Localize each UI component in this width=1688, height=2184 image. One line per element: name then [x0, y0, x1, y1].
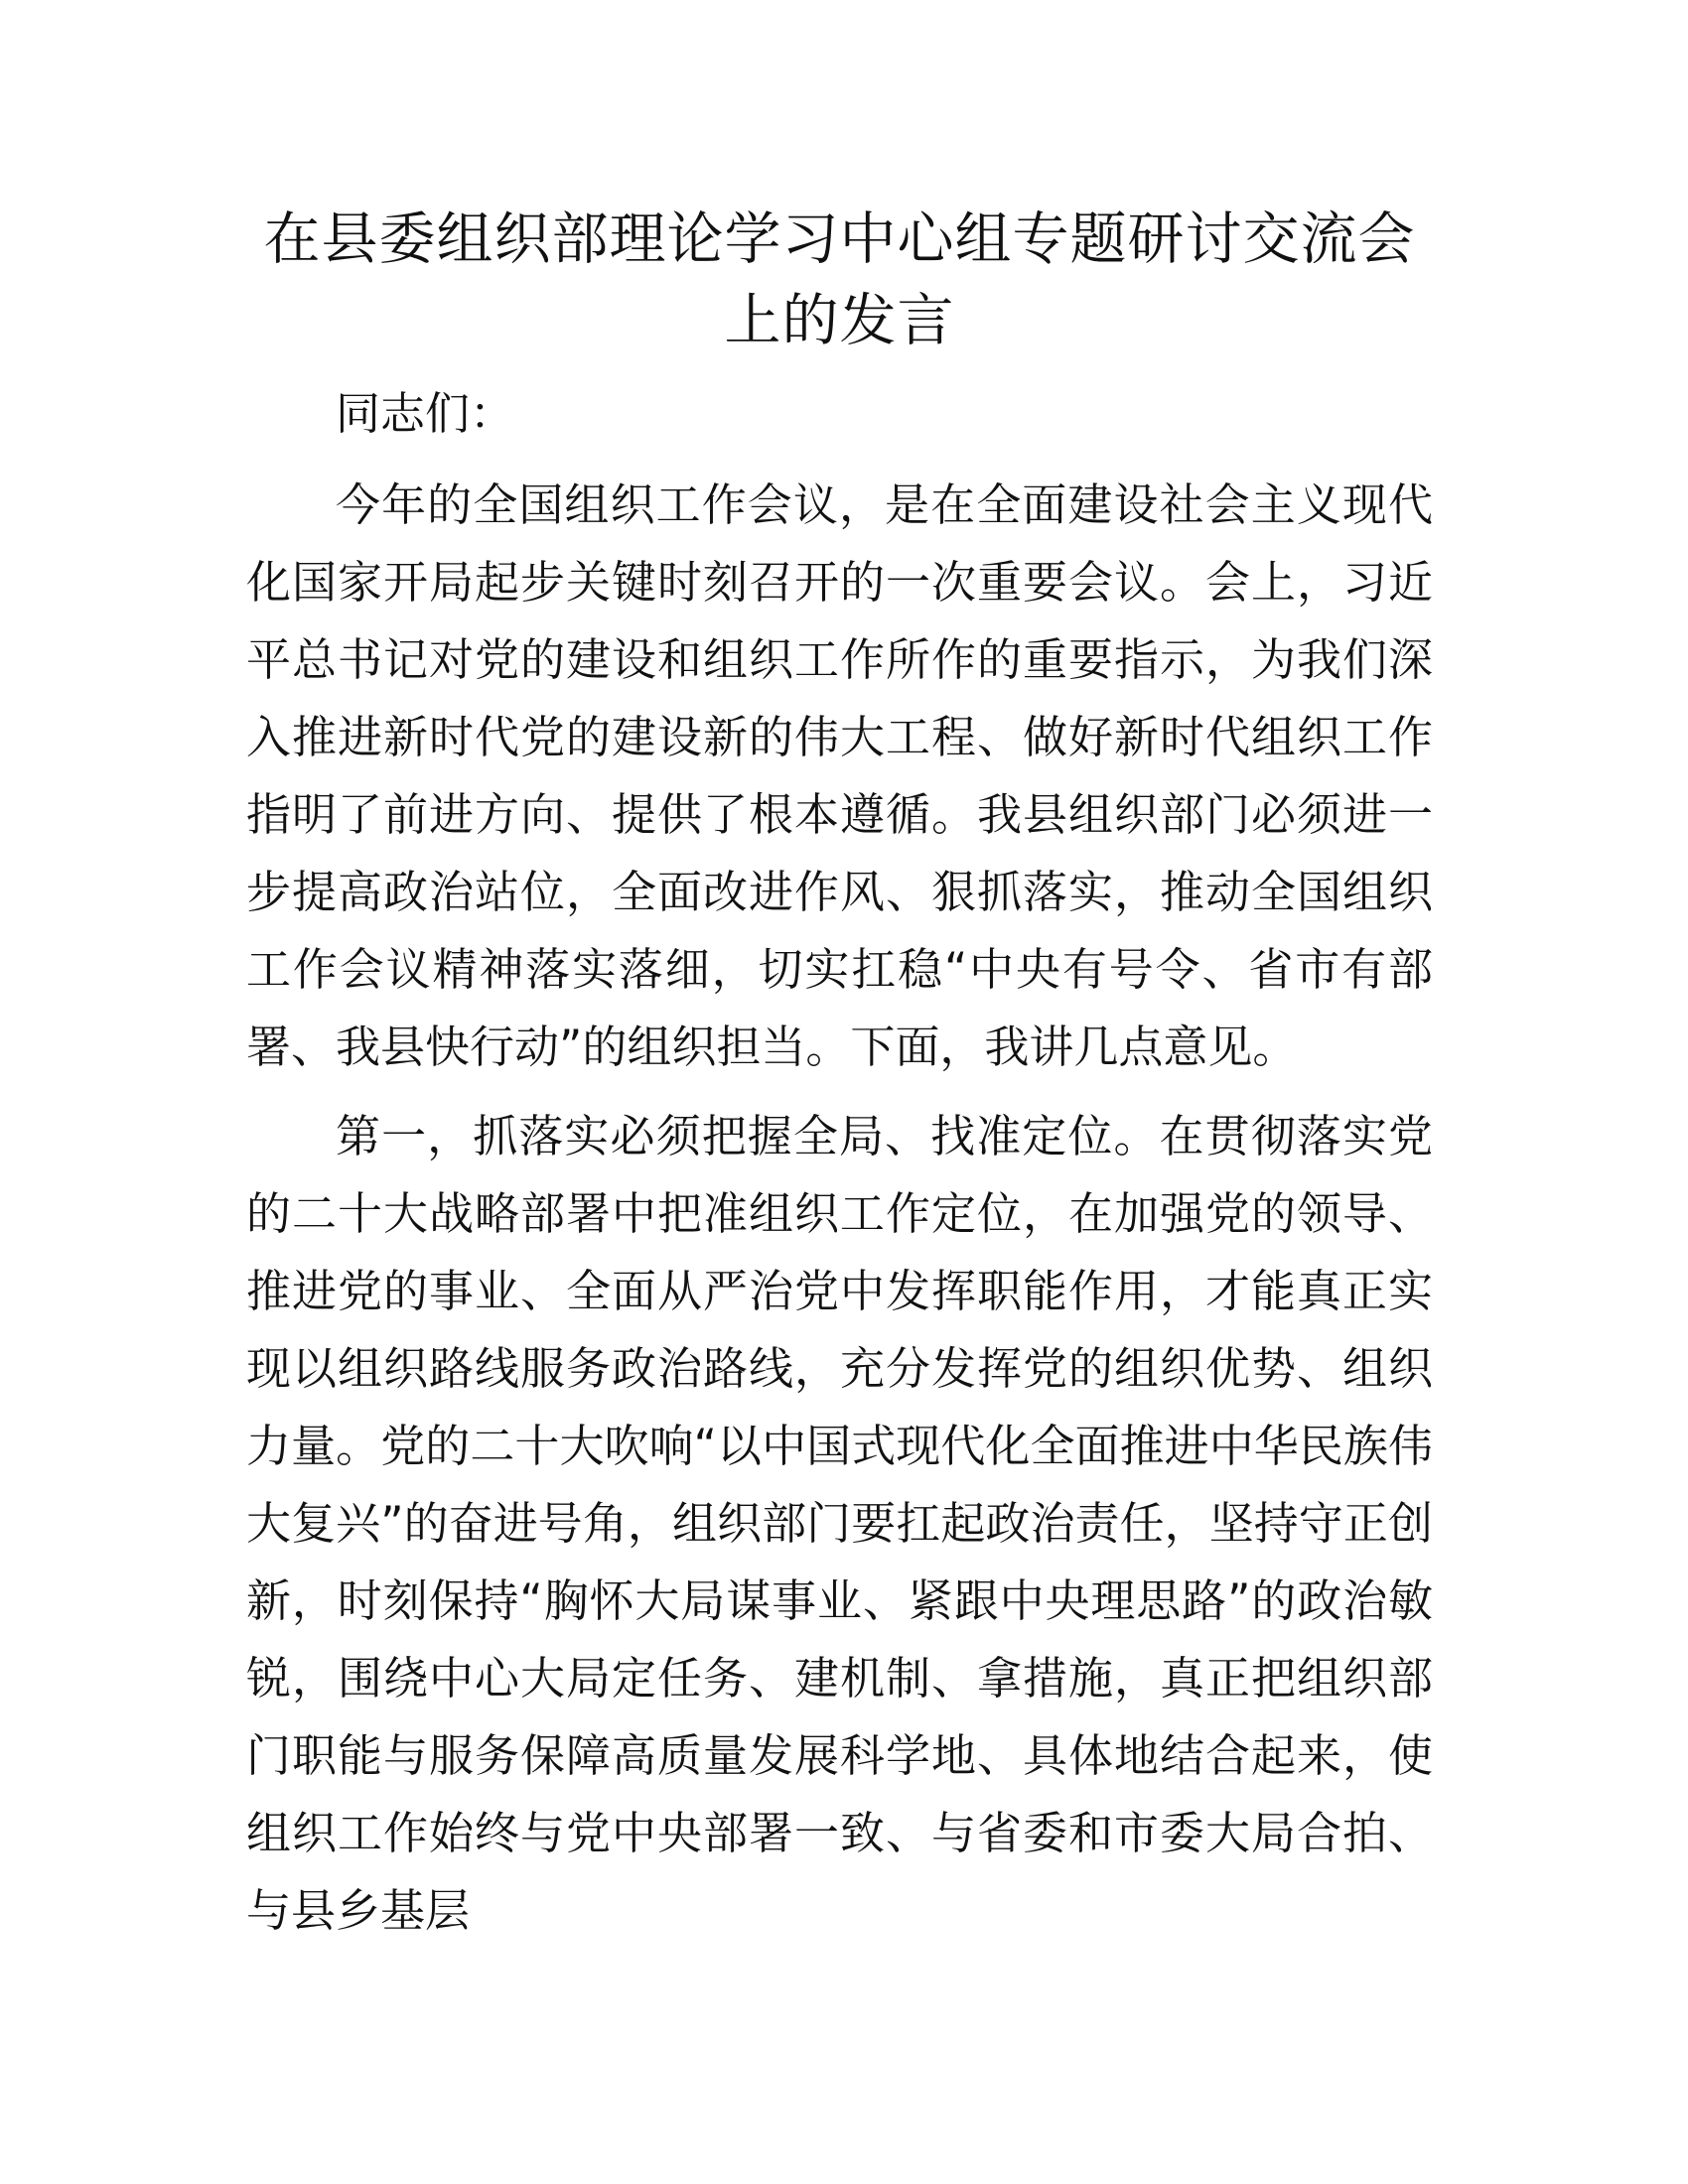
document-title-line-2: 上的发言 — [724, 288, 955, 353]
salutation: 同志们： — [336, 387, 515, 440]
document-title — [246, 199, 1433, 361]
document-body — [246, 199, 1433, 1950]
document-title-line-1: 在县委组织部理论学习中心组专题研讨交流会 — [263, 206, 1416, 272]
paragraph-1: 今年的全国组织工作会议，是在全面建设社会主义现代化国家开局起步关键时刻召开的一次重要会议。会上，习近平总书记对党的建设和组织工作所作的重要指示，为我们深入推进新时代党的建设新的伟大工程、做好新时代组织工作指明了前进方向、提供了根本遵循。我县组织部门必须进一步提高政治站位，全面改进作风、狠抓落实，推动全国组织工作会议精神落实落细，切实扛稳“中央有号令、省市有部署、我县快行动”的组织担当。下面，我讲几点意见。 — [246, 478, 1433, 1073]
paragraph-2: 第一，抓落实必须把握全局、找准定位。在贯彻落实党的二十大战略部署中把准组织工作定位，在加强党的领导、推进党的事业、全面从严治党中发挥职能作用，才能真正实现以组织路线服务政治路线，充分发挥党的组织优势、组织力量。党的二十大吹响“以中国式现代化全面推进中华民族伟大复兴”的奋进号角，组织部门要扛起政治责任，坚持守正创新，时刻保持“胸怀大局谋事业、紧跟中央理思路”的政治敏锐，围绕中心大局定任务、建机制、拿措施，真正把组织部门职能与服务保障高质量发展科学地、具体地结合起来，使组织工作始终与党中央部署一致、与省委和市委大局合拍、与县乡基层 — [246, 1110, 1433, 1937]
